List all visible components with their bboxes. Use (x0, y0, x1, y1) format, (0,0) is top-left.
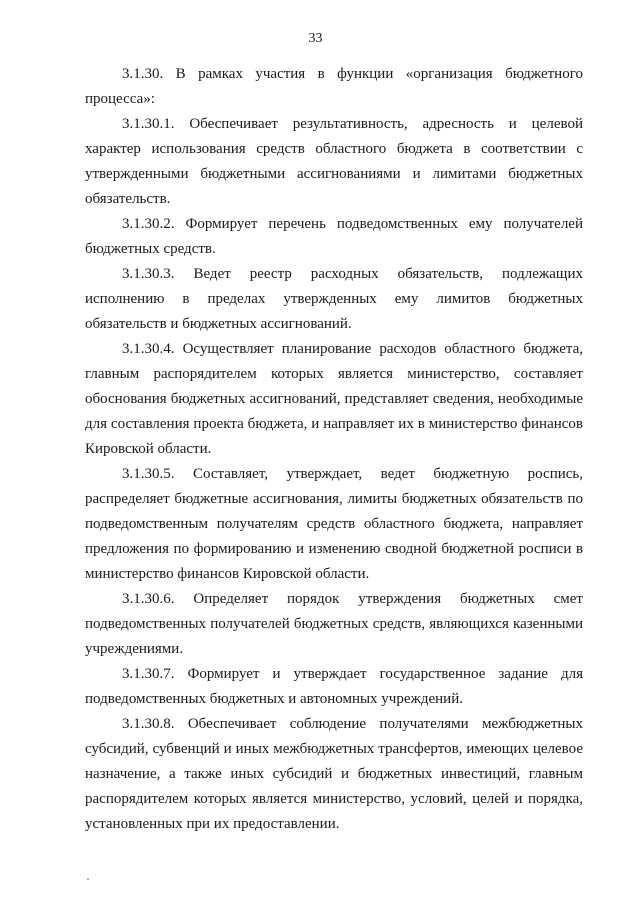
paragraph-3-1-30-4: 3.1.30.4. Осуществляет планирование расходов областного бюджета, главным распорядителем которых является министерство, составляет обоснования бюджетных ассигнований, представляет сведения, необходимые для составления проекта бюджета, и направляет их в министерство финансов Кировской области. (85, 341, 583, 457)
paragraph-3-1-30-8: 3.1.30.8. Обеспечивает соблюдение получателями межбюджетных субсидий, субвенций и иных межбюджетных трансфертов, имеющих целевое назначение, а также иных субсидий и бюджетных инвестиций, главным распорядителем которых является министерство, условий, целей и порядка, установленных при их предоставлении. (85, 716, 583, 832)
paragraph-3-1-30: 3.1.30. В рамках участия в функции «организация бюджетного процесса»: (85, 66, 583, 107)
scan-speck (87, 878, 89, 880)
paragraph-3-1-30-1: 3.1.30.1. Обеспечивает результативность, адресность и целевой характер использования средств областного бюджета в соответствии с утвержденными бюджетными ассигнованиями и лимитами бюджетных обязательств. (85, 116, 583, 207)
paragraph-3-1-30-2: 3.1.30.2. Формирует перечень подведомственных ему получателей бюджетных средств. (85, 216, 583, 257)
paragraph-3-1-30-6: 3.1.30.6. Определяет порядок утверждения бюджетных смет подведомственных получателей бюджетных средств, являющихся казенными учреждениями. (85, 591, 583, 657)
paragraph-3-1-30-3: 3.1.30.3. Ведет реестр расходных обязательств, подлежащих исполнению в пределах утвержденных ему лимитов бюджетных обязательств и бюджетных ассигнований. (85, 266, 583, 332)
paragraph-3-1-30-5: 3.1.30.5. Составляет, утверждает, ведет бюджетную роспись, распределяет бюджетные ассигнования, лимиты бюджетных обязательств по подведомственным получателям средств областного бюджета, направляет предложения по формированию и изменению сводной бюджетной росписи в министерство финансов Кировской области. (85, 466, 583, 582)
page-number: 33 (308, 31, 323, 46)
document-body (85, 62, 583, 837)
paragraph-3-1-30-7: 3.1.30.7. Формирует и утверждает государственное задание для подведомственных бюджетных и автономных учреждений. (85, 666, 583, 707)
